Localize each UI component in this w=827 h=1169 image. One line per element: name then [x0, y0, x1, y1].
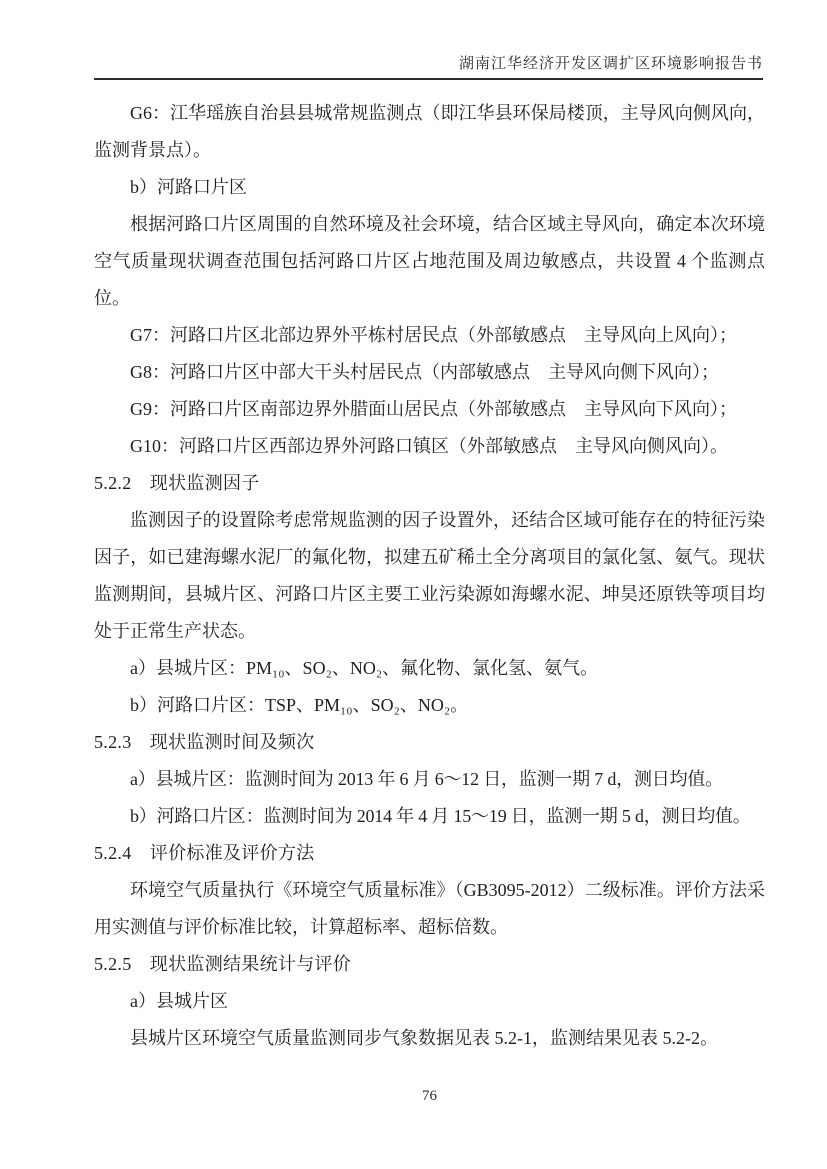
paragraph-table-reference: 县城片区环境空气质量监测同步气象数据见表 5.2-1，监测结果见表 5.2-2。: [130, 1028, 718, 1048]
subsection-label-b-heluokou: b）河路口片区: [130, 177, 247, 197]
paragraph-monitoring-factors: 监测因子的设置除考虑常规监测的因子设置外，还结合区域可能存在的特征污染因子，如已建海螺水泥厂的氟化物，拟建五矿稀土全分离项目的氯化氢、氨气。现状监测期间，县城片区、河路口片区主要工业污染源如海螺水泥、坤昊还原铁等项目均处于正常生产状态。: [94, 510, 765, 641]
report-title: 湖南江华经济开发区调扩区环境影响报告书: [458, 56, 763, 72]
paragraph-g9-point: G9：河路口片区南部边界外腊面山居民点（外部敏感点 主导风向下风向）；: [130, 399, 737, 419]
page-number: 76: [422, 1088, 437, 1104]
paragraph-g10-point: G10：河路口片区西部边界外河路口镇区（外部敏感点 主导风向侧风向）。: [130, 436, 728, 456]
paragraph-heluokou-survey: 根据河路口片区周围的自然环境及社会环境，结合区域主导风向，确定本次环境空气质量现状调查范围包括河路口片区占地范围及周边敏感点，共设置 4 个监测点位。: [94, 214, 765, 308]
section-heading-5-2-4: 5.2.4 评价标准及评价方法: [94, 843, 315, 863]
list-item-a-county-factors: a）县城片区：PM₁₀、SO₂、NO₂、氟化物、氯化氢、氨气。: [130, 658, 599, 678]
paragraph-g7-point: G7：河路口片区北部边界外平栋村居民点（外部敏感点 主导风向上风向）；: [130, 325, 737, 345]
subsection-label-a-county: a）县城片区: [130, 991, 228, 1011]
section-heading-5-2-5: 5.2.5 现状监测结果统计与评价: [94, 954, 352, 974]
page-header: [94, 52, 763, 80]
section-heading-5-2-2: 5.2.2 现状监测因子: [94, 473, 260, 493]
list-item-b-heluokou-schedule: b）河路口片区：监测时间为 2014 年 4 月 15～19 日，监测一期 5 d，测日均值。: [130, 806, 751, 826]
list-item-a-county-schedule: a）县城片区：监测时间为 2013 年 6 月 6～12 日，监测一期 7 d，测日均值。: [130, 769, 723, 789]
paragraph-g6-point: G6：江华瑶族自治县县城常规监测点（即江华县环保局楼顶，主导风向侧风向，监测背景点）。: [94, 103, 765, 160]
section-heading-5-2-3: 5.2.3 现状监测时间及频次: [94, 732, 315, 752]
document-body: [94, 95, 765, 1057]
paragraph-g8-point: G8：河路口片区中部大干头村居民点（内部敏感点 主导风向侧下风向）；: [130, 362, 719, 382]
page-footer: [94, 1088, 765, 1105]
paragraph-evaluation-standard: 环境空气质量执行《环境空气质量标准》（GB3095-2012）二级标准。评价方法采用实测值与评价标准比较，计算超标率、超标倍数。: [94, 880, 765, 937]
list-item-b-heluokou-factors: b）河路口片区：TSP、PM₁₀、SO₂、NO₂。: [130, 695, 469, 715]
